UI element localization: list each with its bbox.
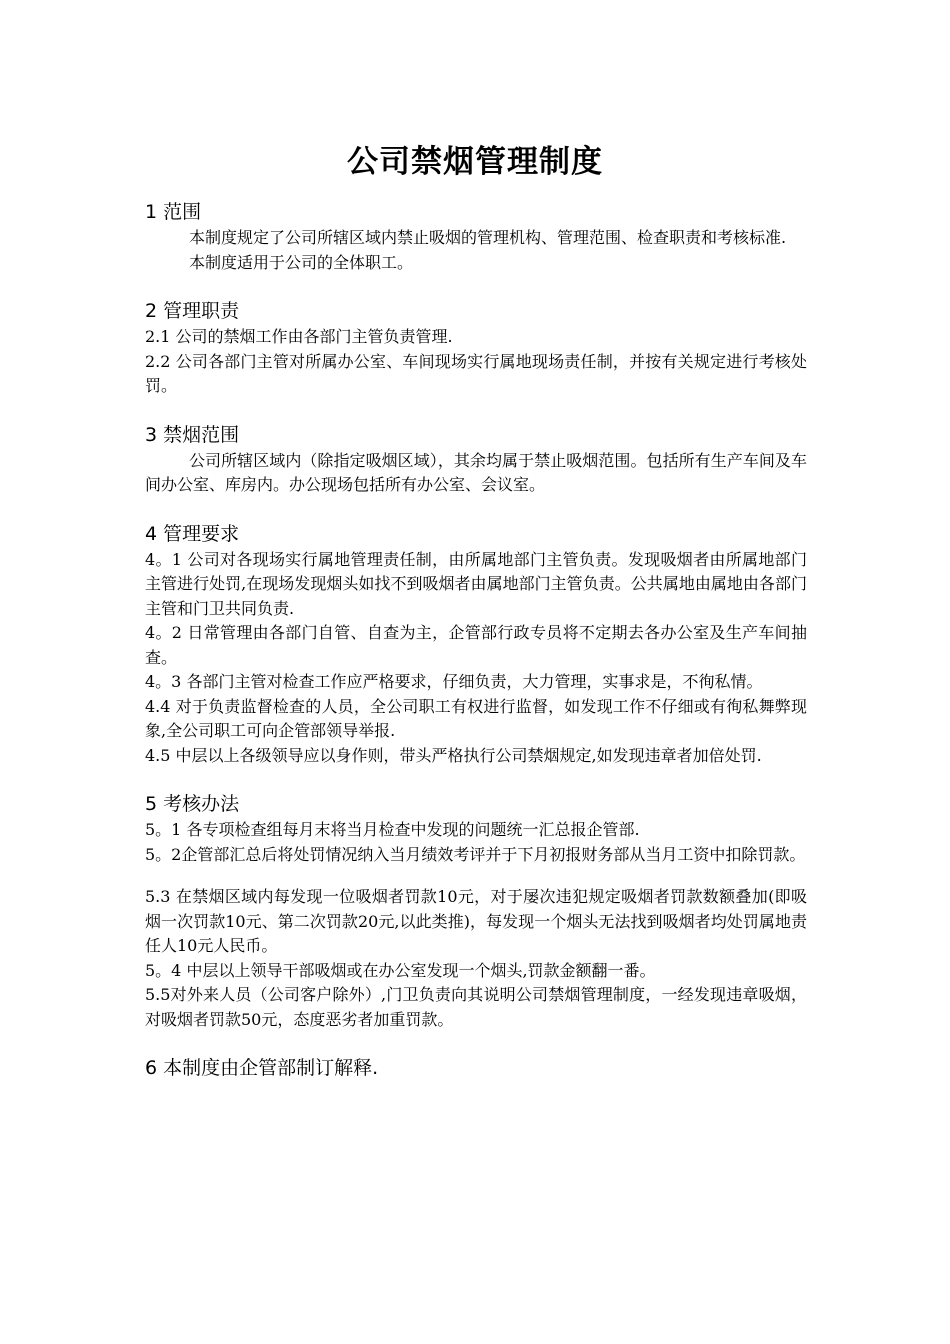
section-interpretation <box>145 1054 807 1082</box>
section-management-requirements <box>145 520 807 769</box>
clause: 5。4 中层以上领导干部吸烟或在办公室发现一个烟头,罚款金额翻一番。 <box>145 960 656 980</box>
section-heading: 5 考核办法 <box>145 793 240 815</box>
paragraph: 公司所辖区域内（除指定吸烟区域），其余均属于禁止吸烟范围。包括所有生产车间及车间办公室、库房内。办公现场包括所有办公室、会议室。 <box>145 450 807 494</box>
section-responsibilities <box>145 297 807 399</box>
clause: 4。3 各部门主管对检查工作应严格要求，仔细负责，大力管理，实事求是，不徇私情。 <box>145 672 763 691</box>
section-heading: 1 范围 <box>145 201 202 223</box>
section-heading: 4 管理要求 <box>145 522 240 545</box>
clause: 2.2 公司各部门主管对所属办公室、车间现场实行属地现场责任制，并按有关规定进行考核处罚。 <box>145 351 807 395</box>
clause: 5.3 在禁烟区域内每发现一位吸烟者罚款10元，对于屡次违犯规定吸烟者罚款数额叠加(即吸烟一次罚款10元、第二次罚款20元,以此类推)，每发现一个烟头无法找到吸烟者均处罚属地责任人10元人民币。 <box>145 887 807 955</box>
document-title: 公司禁烟管理制度 <box>347 144 603 180</box>
section-assessment-methods <box>145 790 807 1032</box>
section-no-smoking-area <box>145 421 807 498</box>
paragraph: 本制度适用于公司的全体职工。 <box>189 252 414 272</box>
clause: 5。1 各专项检查组每月末将当月检查中发现的问题统一汇总报企管部. <box>145 820 640 839</box>
clause: 2.1 公司的禁烟工作由各部门主管负责管理. <box>145 327 453 346</box>
clause: 5。2企管部汇总后将处罚情况纳入当月绩效考评并于下月初报财务部从当月工资中扣除罚款。 <box>145 844 806 864</box>
clause: 4.5 中层以上各级领导应以身作则，带头严格执行公司禁烟规定,如发现违章者加倍处罚. <box>145 745 762 765</box>
section-heading: 6 本制度由企管部制订解释. <box>145 1057 379 1079</box>
document-body <box>145 198 807 1082</box>
section-heading: 2 管理职责 <box>145 300 240 322</box>
paragraph: 本制度规定了公司所辖区域内禁止吸烟的管理机构、管理范围、检查职责和考核标准. <box>189 228 787 247</box>
clause: 5.5对外来人员（公司客户除外）,门卫负责向其说明公司禁烟管理制度，一经发现违章吸烟，对吸烟者罚款50元，态度恶劣者加重罚款。 <box>145 985 807 1029</box>
clause: 4。1 公司对各现场实行属地管理责任制，由所属地部门主管负责。发现吸烟者由所属地部门主管进行处罚,在现场发现烟头如找不到吸烟者由属地部门主管负责。公共属地由属地由各部门主管和门卫共同负责. <box>145 549 807 618</box>
section-heading: 3 禁烟范围 <box>145 423 240 446</box>
clause: 4。2 日常管理由各部门自管、自查为主，企管部行政专员将不定期去各办公室及生产车间抽查。 <box>145 623 807 667</box>
section-scope <box>145 198 807 275</box>
clause: 4.4 对于负责监督检查的人员，全公司职工有权进行监督，如发现工作不仔细或有徇私舞弊现象,全公司职工可向企管部领导举报. <box>145 696 807 740</box>
